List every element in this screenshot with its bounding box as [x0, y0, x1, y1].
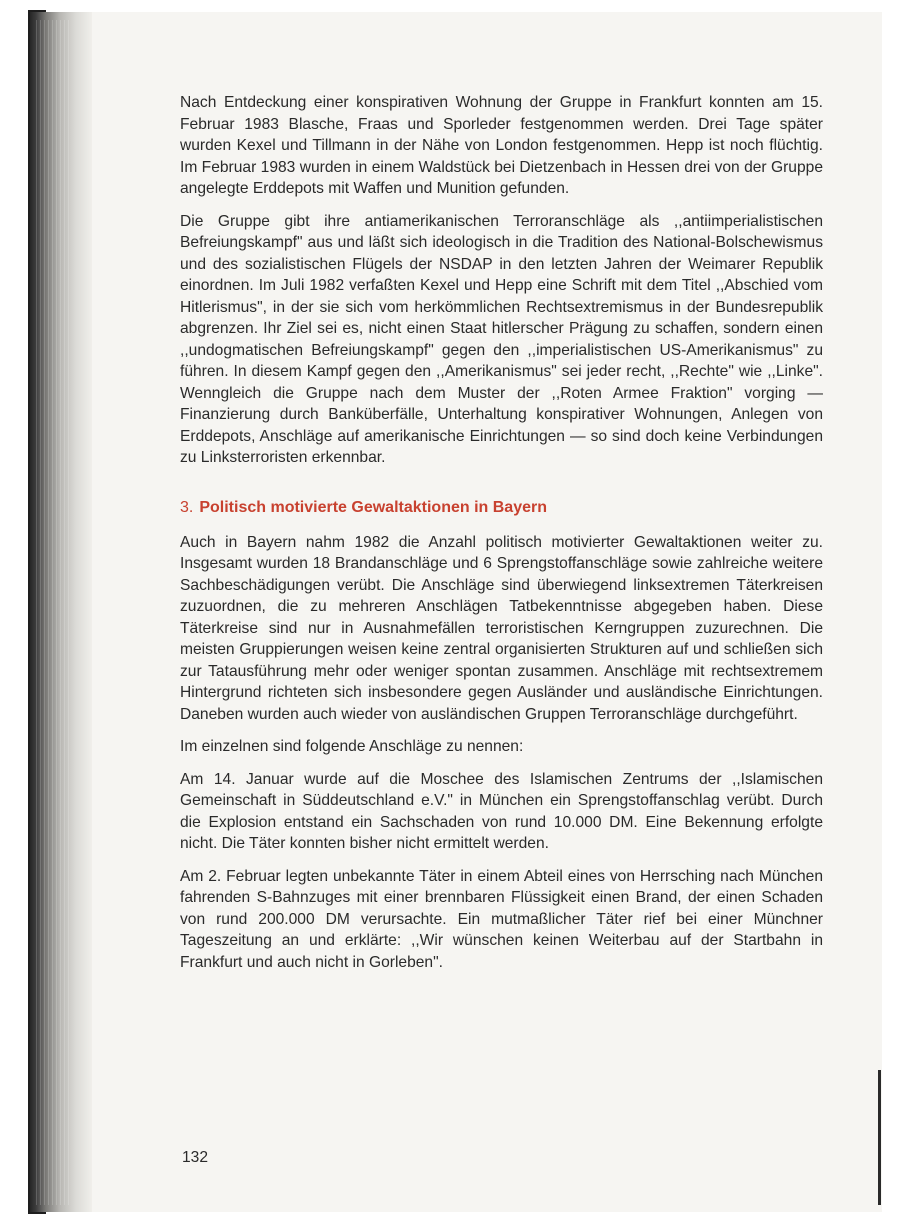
paragraph-january-attack: Am 14. Januar wurde auf die Moschee des Islamischen Zentrums der ,,Islamischen Gemeinschaft in Süddeutschland e.V." in München ein Sprengstoffanschlag verübt. Durch die Explosion entstand ein Sachschaden von rund 10.000 DM. Eine Bekennung erfolgte nicht. Die Täter konnten bisher nicht ermittelt werden. — [180, 770, 823, 852]
paragraph-arrests: Nach Entdeckung einer konspirativen Wohnung der Gruppe in Frankfurt konnten am 15. Februar 1983 Blasche, Fraas und Sporleder festgenommen werden. Drei Tage später wurden Kexel und Tillmann in der Nähe von London festgenommen. Hepp ist noch flüchtig. Im Februar 1983 wurden in einem Waldstück bei Dietzenbach in Hessen drei von der Gruppe angelegte Erddepots mit Waffen und Munition gefunden. — [180, 94, 823, 197]
section-title: Politisch motivierte Gewaltaktionen in Bayern — [199, 498, 547, 516]
paragraph-list-intro: Im einzelnen sind folgende Anschläge zu nennen: — [180, 738, 524, 755]
paragraph-february-attack: Am 2. Februar legten unbekannte Täter in einem Abteil eines von Herrsching nach München fahrenden S-Bahnzuges mit einer brennbaren Flüssigkeit einen Brand, der einen Schaden von rund 200.000 DM verursachte. Ein mutmaßlicher Täter rief bei einer Münchner Tageszeitung an und erklärte: ,,Wir wünschen keinen Weiterbau auf der Startbahn in Frankfurt und auch nicht in Gorleben". — [180, 867, 823, 971]
section-heading — [180, 498, 823, 518]
paragraph-ideology: Die Gruppe gibt ihre antiamerikanischen Terroranschläge als ,,antiimperialistischen Befreiungskampf" aus und läßt sich ideologisch in die Tradition des National-Bolschewismus und des sozialistischen Flügels der NSDAP in den letzten Jahren der Weimarer Republik einordnen. Im Juli 1982 verfaßten Kexel und Hepp eine Schrift mit dem Titel ,,Abschied vom Hitlerismus", in der sie sich vom herkömmlichen Rechtsextremismus in der Bundesrepublik abgrenzen. Ihr Ziel sei es, nicht einen Staat hitlerscher Prägung zu schaffen, sondern einen ,,undogmatischen Befreiungskampf" gegen den ,,imperialistischen US-Amerikanismus" zu führen. In diesem Kampf gegen den ,,Amerikanismus" sei jeder recht, ,,Rechte" wie ,,Linke". Wenngleich die Gruppe nach dem Muster der ,,Roten Armee Fraktion" vorging — Finanzierung durch Banküberfälle, Unterhaltung konspirativer Wohnungen, Anlegen von Erddepots, Anschläge auf amerikanische Einrichtungen — so sind doch keine Verbindungen zu Linksterroristen erkennbar. — [180, 212, 823, 466]
page-body — [180, 92, 823, 984]
section-number: 3. — [180, 498, 194, 516]
paragraph-bavaria-overview: Auch in Bayern nahm 1982 die Anzahl politisch motivierter Gewaltaktionen weiter zu. Insgesamt wurden 18 Brandanschläge und 6 Sprengstoffanschläge sowie zahlreiche weitere Sachbeschädigungen verübt. Die Anschläge sind überwiegend linksextremen Täterkreisen zuzuordnen, die zu mehreren Anschlägen Tatbekenntnisse abgegeben haben. Diese Täterkreise sind nur in Ausnahmefällen terroristischen Kerngruppen zuzurechnen. Die meisten Gruppierungen weisen keine zentral organisierten Strukturen auf und schließen sich zur Tatausführung mehr oder weniger spontan zusammen. Anschläge mit rechtsextremem Hintergrund richteten sich insbesondere gegen Ausländer und ausländische Einrichtungen. Daneben wurden auch wieder von ausländischen Gruppen Terroranschläge durchgeführt. — [180, 533, 823, 723]
page-edge-line — [878, 1070, 881, 1205]
page-stack-edges — [36, 20, 72, 1205]
page-number: 132 — [182, 1149, 209, 1166]
